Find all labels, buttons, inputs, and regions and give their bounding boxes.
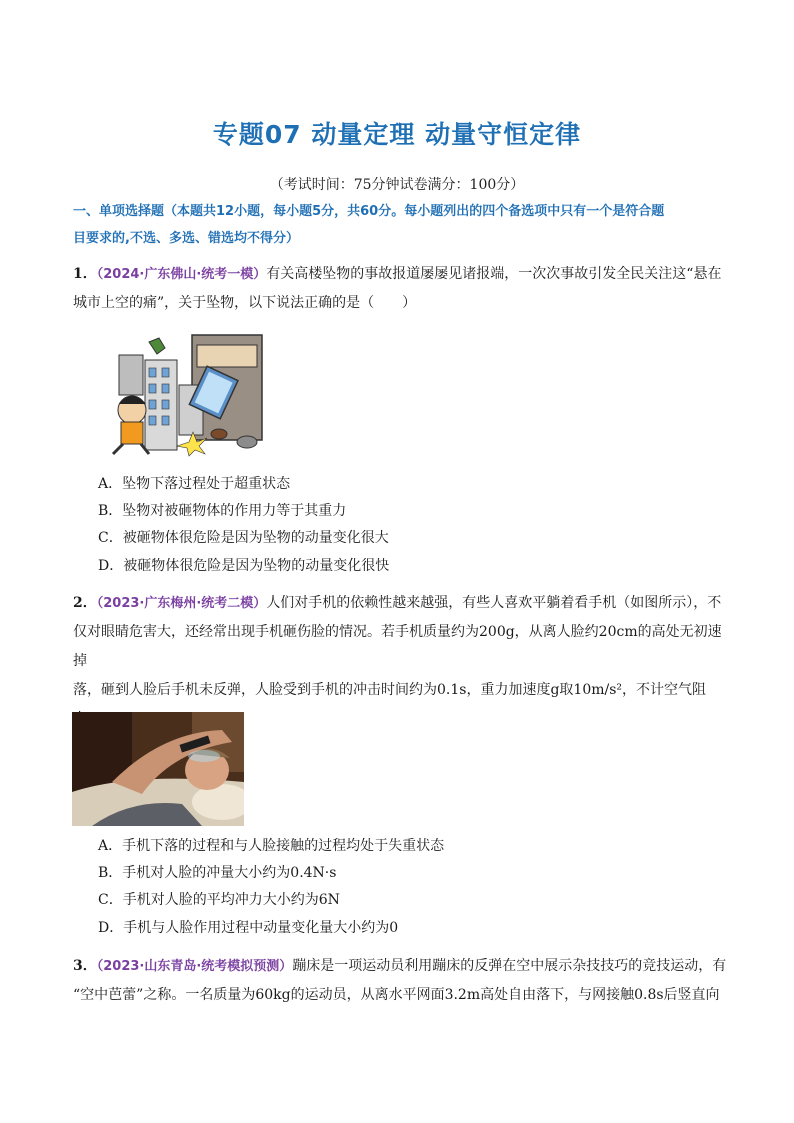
- q2-option-a: A．手机下落的过程和与人脸接触的过程均处于失重状态: [98, 838, 445, 854]
- section-heading: [73, 198, 733, 252]
- section-heading-line1: 一、单项选择题（本题共12小题，每小题5分，共60分。每小题列出的四个备选项中只有一个是符合题: [73, 204, 665, 219]
- person-with-phone-photo: [72, 712, 244, 826]
- question-1-line1: [73, 260, 733, 289]
- question-number: 3．: [73, 958, 97, 974]
- question-3-line2: “空中芭蕾”之称。一名质量为60kg的运动员，从离水平网面3.2m高处自由落下，与网接触0.8s后竖直向: [73, 987, 720, 1003]
- question-number: 2．: [73, 595, 97, 611]
- falling-object-illustration: [97, 330, 267, 458]
- page-title: 专题07 动量定理 动量守恒定律: [212, 120, 582, 149]
- q1-option-b: B．坠物对被砸物体的作用力等于其重力: [98, 503, 347, 519]
- question-number: 1．: [73, 266, 97, 282]
- question-2-line2: 仅对眼睛危害大，还经常出现手机砸伤脸的情况。若手机质量约为200g，从离人脸约20cm的高处无初速掉: [73, 624, 722, 669]
- q2-option-d: D．手机与人脸作用过程中动量变化量大小约为0: [98, 920, 399, 936]
- question-source: （2023·山东青岛·统考模拟预测）: [96, 959, 293, 974]
- exam-info: （考试时间：75分钟试卷满分：100分）: [269, 177, 525, 193]
- q1-option-a: A．坠物下落过程处于超重状态: [98, 476, 291, 492]
- question-1: [73, 260, 733, 318]
- q2-option-b: B．手机对人脸的冲量大小约为0.4N·s: [98, 865, 337, 881]
- question-source: （2023·广东梅州·统考二模）: [96, 596, 267, 611]
- question-2-line3: 落，砸到人脸后手机未反弹，人脸受到手机的冲击时间约为0.1s，重力加速度g取10m/s²，不计空气阻: [73, 682, 707, 698]
- question-2-line1: [73, 589, 733, 618]
- question-1-line2: 城市上空的痛”，关于坠物，以下说法正确的是（ ）: [73, 295, 417, 311]
- question-text: 蹦床是一项运动员利用蹦床的反弹在空中展示杂技技巧的竞技运动，有: [292, 958, 727, 974]
- question-source: （2024·广东佛山·统考一模）: [96, 267, 267, 282]
- section-heading-line2: 目要求的,不选、多选、错选均不得分）: [73, 231, 299, 246]
- q1-option-c: C．被砸物体很危险是因为坠物的动量变化很大: [98, 530, 389, 546]
- q2-option-c: C．手机对人脸的平均冲力大小约为6N: [98, 892, 340, 908]
- question-3-line1: [73, 952, 733, 981]
- q1-option-d: D．被砸物体很危险是因为坠物的动量变化很快: [98, 558, 390, 574]
- question-text: 人们对手机的依赖性越来越强，有些人喜欢平躺着看手机（如图所示），不: [266, 595, 722, 611]
- question-3: [73, 952, 733, 1010]
- question-text: 有关高楼坠物的事故报道屡屡见诸报端，一次次事故引发全民关注这“悬在: [266, 266, 722, 282]
